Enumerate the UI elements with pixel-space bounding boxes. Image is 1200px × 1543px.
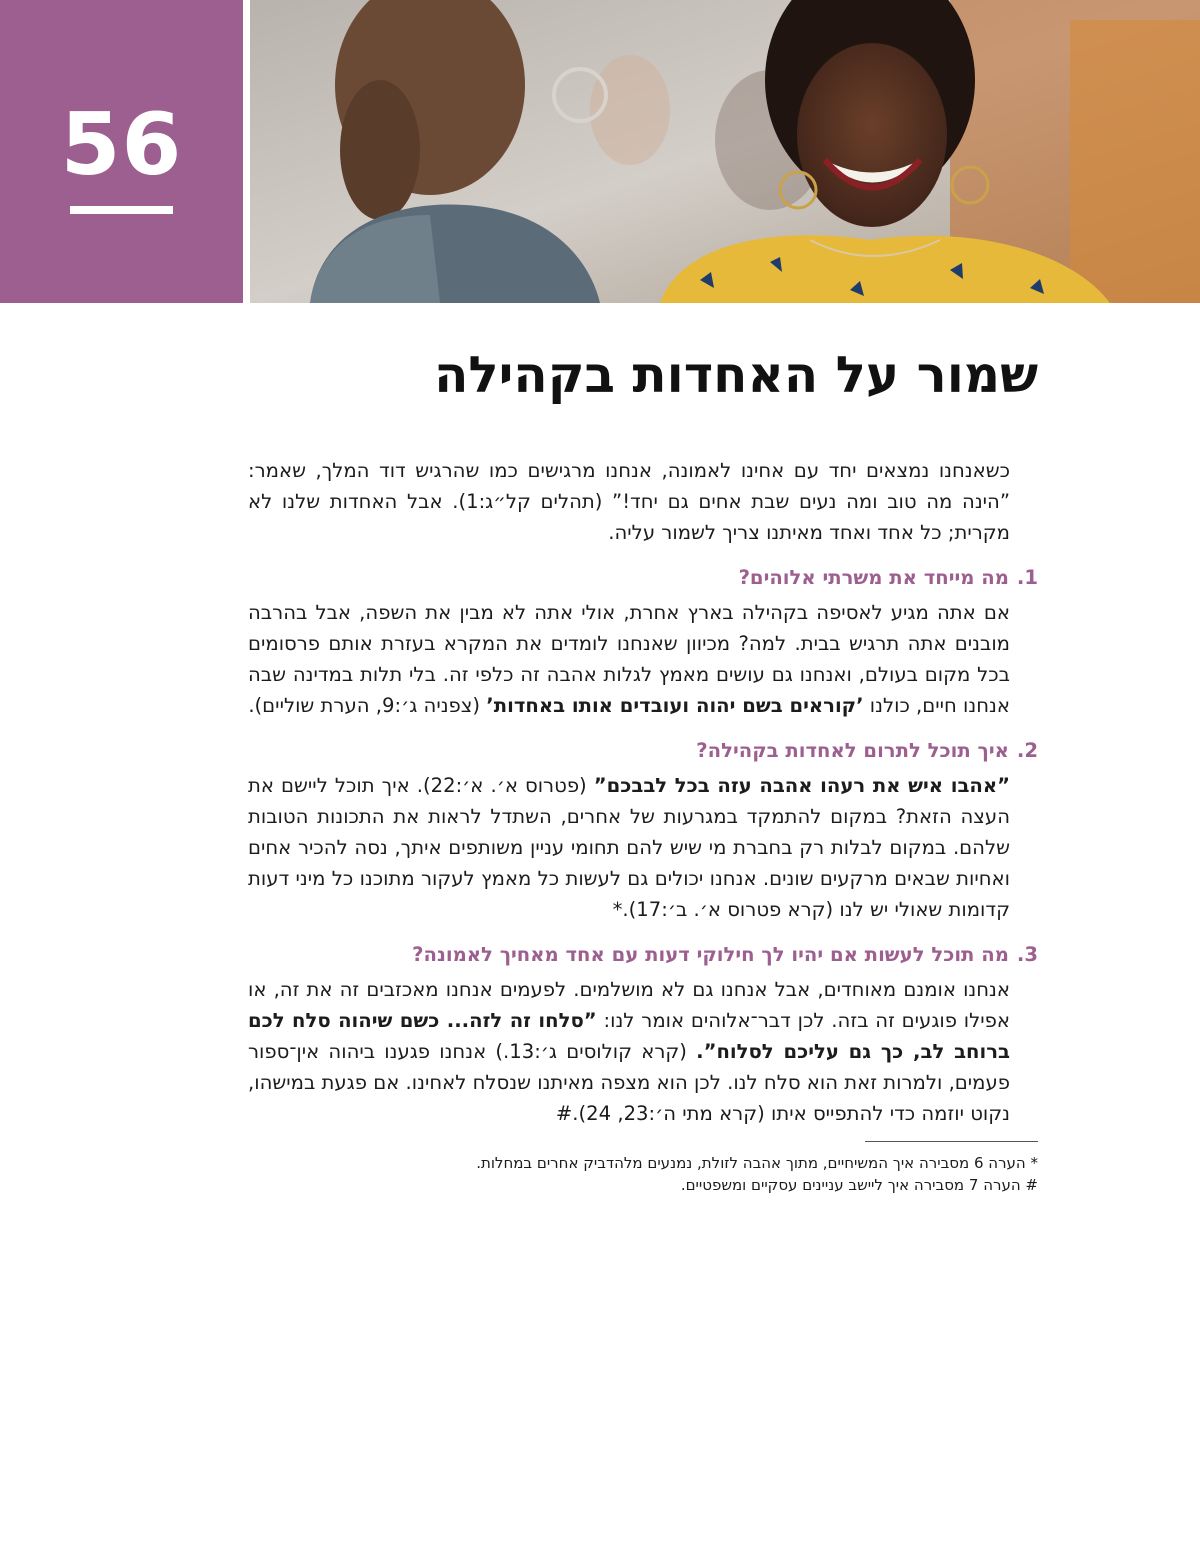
paragraph-text: (קרא קולוסים ג׳:13.) אנחנו פגענו ביהוה אין־ספור פעמים, ולמרות זאת הוא סלח לנו. לכן הוא מצפה מאיתנו שנסלח לאחינו. אם פגעת במישהו, נקוט יוזמה כדי להתפייס איתו (קרא מתי ה׳:23, 24).# (248, 1040, 1010, 1125)
footnote: * הערה 6 מסבירה איך המשיחיים, מתוך אהבה לזולת, נמנעים מלהדביק אחרים במחלות. (476, 1154, 1038, 1172)
section-question: איך תוכל לתרום לאחדות בקהילה? (696, 739, 1009, 762)
paragraph-emphasis: ”סלחו זה לזה... כשם שיהוה סלח לכם ברוחב לב, כך גם עליכם לסלוח”. (248, 1009, 1010, 1063)
lesson-number-block (0, 0, 243, 303)
section-number: 2. (1016, 739, 1038, 762)
paragraph-text: (פטרוס א׳. א׳:22). איך תוכל ליישם את העצה הזאת? במקום להתמקד במגרעות של אחרים, השתדל לראות את התכונות הטובות שלהם. במקום לבלות רק בחברת מי שיש להם תחומי עניין משותפים איתך, נסה להכיר אחים ואחיות שבאים מרקעים שונים. אנחנו יכולים גם לעשות כל מאמץ לעקור מתוכנו כל מיני דעות קדומות שאולי יש לנו (קרא פטרוס א׳. ב׳:17).* (248, 774, 1010, 921)
hero-photo (250, 0, 1200, 303)
section-number: 1. (1016, 566, 1038, 589)
lesson-number: 56 (60, 95, 183, 195)
paragraph-text: (צפניה ג׳:9, הערת שוליים). (248, 694, 487, 717)
section-3 (248, 939, 1038, 1129)
section-heading (248, 735, 1038, 766)
footnote: # הערה 7 מסבירה איך ליישב עניינים עסקיים ומשפטיים. (680, 1176, 1038, 1194)
section-paragraph (248, 974, 1038, 1129)
paragraph-emphasis: ”אהבו איש את רעהו אהבה עזה בכל לבבכם” (593, 774, 1011, 797)
page-title: שמור על האחדות בקהילה (434, 346, 1038, 404)
lesson-content (248, 335, 1038, 1196)
header-banner (0, 0, 1200, 303)
paragraph-text: אנחנו אומנם מאוחדים, אבל אנחנו גם לא מושלמים. לפעמים אנחנו מאכזבים זה את זה, או אפילו פוגעים זה בזה. לכן דבר־אלוהים אומר לנו: (248, 978, 1010, 1032)
section-question: מה מייחד את משרתי אלוהים? (738, 566, 1009, 589)
paragraph-text: אם אתה מגיע לאסיפה בקהילה בארץ אחרת, אולי אתה לא מבין את השפה, אבל בהרבה מובנים אתה תרגיש בבית. למה? מכיוון שאנחנו לומדים את המקרא בעזרת אותם פרסומים בכל מקום בעולם, ואנחנו גם עושים מאמץ לגלות אהבה זה כלפי זה. בלי תלות במדינה שבה אנחנו חיים, כולנו (248, 601, 1010, 717)
paragraph-emphasis: ’קוראים בשם יהוה ועובדים אותו באחדות’ (486, 694, 864, 717)
section-2 (248, 735, 1038, 925)
section-question: מה תוכל לעשות אם יהיו לך חילוקי דעות עם אחד מאחיך לאמונה? (412, 943, 1009, 966)
footnote-divider (865, 1141, 1038, 1142)
section-heading (248, 939, 1038, 970)
section-1 (248, 562, 1038, 721)
section-number: 3. (1016, 943, 1038, 966)
section-heading (248, 562, 1038, 593)
section-paragraph (248, 770, 1038, 925)
lesson-number-underline (70, 206, 173, 214)
section-paragraph (248, 597, 1038, 721)
intro-paragraph: כשאנחנו נמצאים יחד עם אחינו לאמונה, אנחנו מרגישים כמו שהרגיש דוד המלך, שאמר: ”הינה מה טוב ומה נעים שבת אחים גם יחד!” (תהלים קל״ג:1). אבל האחדות שלנו לא מקרית; כל אחד ואחד מאיתנו צריך לשמור עליה. (248, 459, 1010, 544)
